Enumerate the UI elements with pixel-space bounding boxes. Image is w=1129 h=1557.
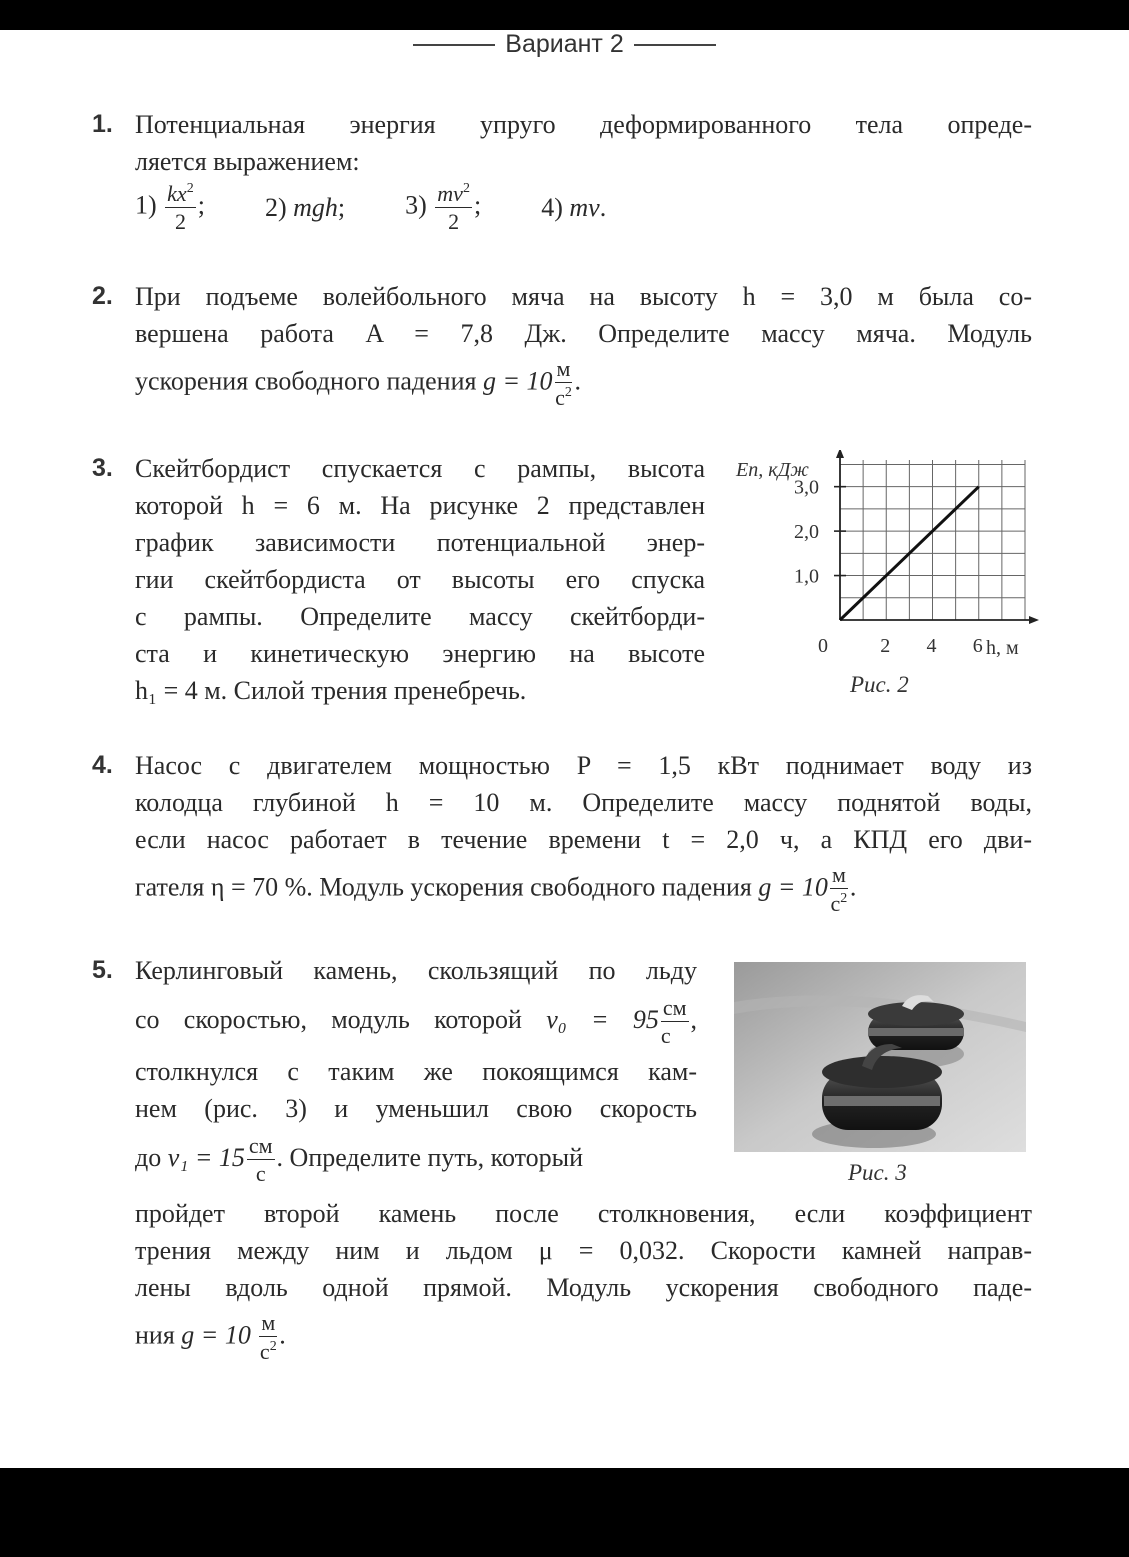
x-axis-label: h, м — [986, 637, 1019, 659]
task-text-line: При подъеме волейбольного мяча на высоту h = 3,0 м была со- — [135, 282, 1032, 311]
task-text-line: столкнулся с таким же покоящимся кам- — [135, 1057, 697, 1086]
chart-grid — [840, 460, 1025, 620]
task-text-line: колодца глубиной h = 10 м. Определите массу поднятой воды, — [135, 788, 1032, 817]
task-text-line: нем (рис. 3) и уменьшил свою скорость — [135, 1094, 697, 1123]
y-tick-label: 1,0 — [794, 565, 819, 588]
variant-header — [0, 30, 1129, 59]
task-text-line: ста и кинетическую энергию на высоте — [135, 639, 705, 668]
x-tick-label: 4 — [926, 635, 937, 657]
y-tick-label: 3,0 — [794, 476, 819, 499]
task-text-line: ляется выражением: — [135, 147, 360, 176]
answer-option-4: 4) mv. — [541, 193, 607, 222]
task-number: 5. — [92, 956, 113, 984]
task-number: 4. — [92, 751, 113, 779]
x-axis-arrow — [1029, 616, 1039, 624]
y-axis-label: Eп, кДж — [736, 459, 809, 481]
task-text-line: h₁ = 4 м. Силой трения пренебречь. — [135, 676, 527, 705]
y-tick-label: 2,0 — [794, 521, 819, 544]
y-axis-arrow — [836, 450, 844, 458]
task-text-line: с рампы. Определите массу скейтборди- — [135, 602, 705, 631]
variant-title: Вариант 2 — [505, 30, 624, 58]
answer-option-3: 3) $\frac{mv^2}{2}$ ; — [405, 181, 482, 234]
task-text-line: пройдет второй камень после столкновения, если коэффициент — [135, 1199, 1032, 1228]
task-text-line: лены вдоль одной прямой. Модуль ускорения свободного паде- — [135, 1273, 1032, 1302]
task-text-line: ускорения свободного падения g = 10 $\frac{м}{с^2}$ . — [135, 356, 581, 410]
figure-2-caption: Рис. 2 — [850, 672, 909, 697]
curling-stones-photo — [734, 962, 1026, 1152]
header-rule-right — [634, 44, 716, 46]
task-text-line: гии скейтбордиста от высоты его спуска — [135, 565, 705, 594]
answer-options — [135, 182, 1032, 233]
task-text-line: до v₁ = 15 $\frac{см}{с}$ . Определите путь, который — [135, 1133, 583, 1186]
header-rule-left — [413, 44, 495, 46]
task-text-line: Керлинговый камень, скользящий по льду — [135, 956, 697, 985]
x-tick-label: 6 — [972, 635, 983, 657]
task-text-line: гателя η = 70 %. Модуль ускорения свободного падения g = 10 $\frac{м}{с^2}$ . — [135, 862, 857, 916]
task-text-line: вершена работа A = 7,8 Дж. Определите массу мяча. Модуль — [135, 319, 1032, 348]
task-number: 2. — [92, 282, 113, 310]
task-text-line: Насос с двигателем мощностью P = 1,5 кВт поднимает воду из — [135, 751, 1032, 780]
task-text-line: ния g = 10 $\frac{м}{с^2}$ . — [135, 1310, 286, 1364]
task-text-line: со скоростью, модуль которой v₀ = 95 $\frac{см}{с}$ , — [135, 995, 698, 1048]
answer-option-1: 1) $\frac{kx^2}{2}$ ; — [135, 181, 205, 234]
task-number: 1. — [92, 110, 113, 138]
task-number: 3. — [92, 454, 113, 482]
task-text-line: Скейтбордист спускается с рампы, высота — [135, 454, 705, 483]
x-tick-label: 2 — [880, 635, 891, 657]
answer-option-2: 2) mgh; — [264, 193, 346, 222]
chart-ticks — [794, 477, 983, 657]
task-text-line: трения между ним и льдом μ = 0,032. Скорости камней направ- — [135, 1236, 1032, 1265]
energy-height-chart — [730, 450, 1050, 670]
task-text-line: график зависимости потенциальной энер- — [135, 528, 705, 557]
task-text-line: если насос работает в течение времени t = 2,0 ч, а КПД его дви- — [135, 825, 1032, 854]
x-tick-label: 0 — [818, 635, 828, 657]
task-text-line: которой h = 6 м. На рисунке 2 представлен — [135, 491, 705, 520]
task-text-line: Потенциальная энергия упруго деформированного тела опреде- — [135, 110, 1032, 139]
figure-3-caption: Рис. 3 — [848, 1160, 907, 1185]
